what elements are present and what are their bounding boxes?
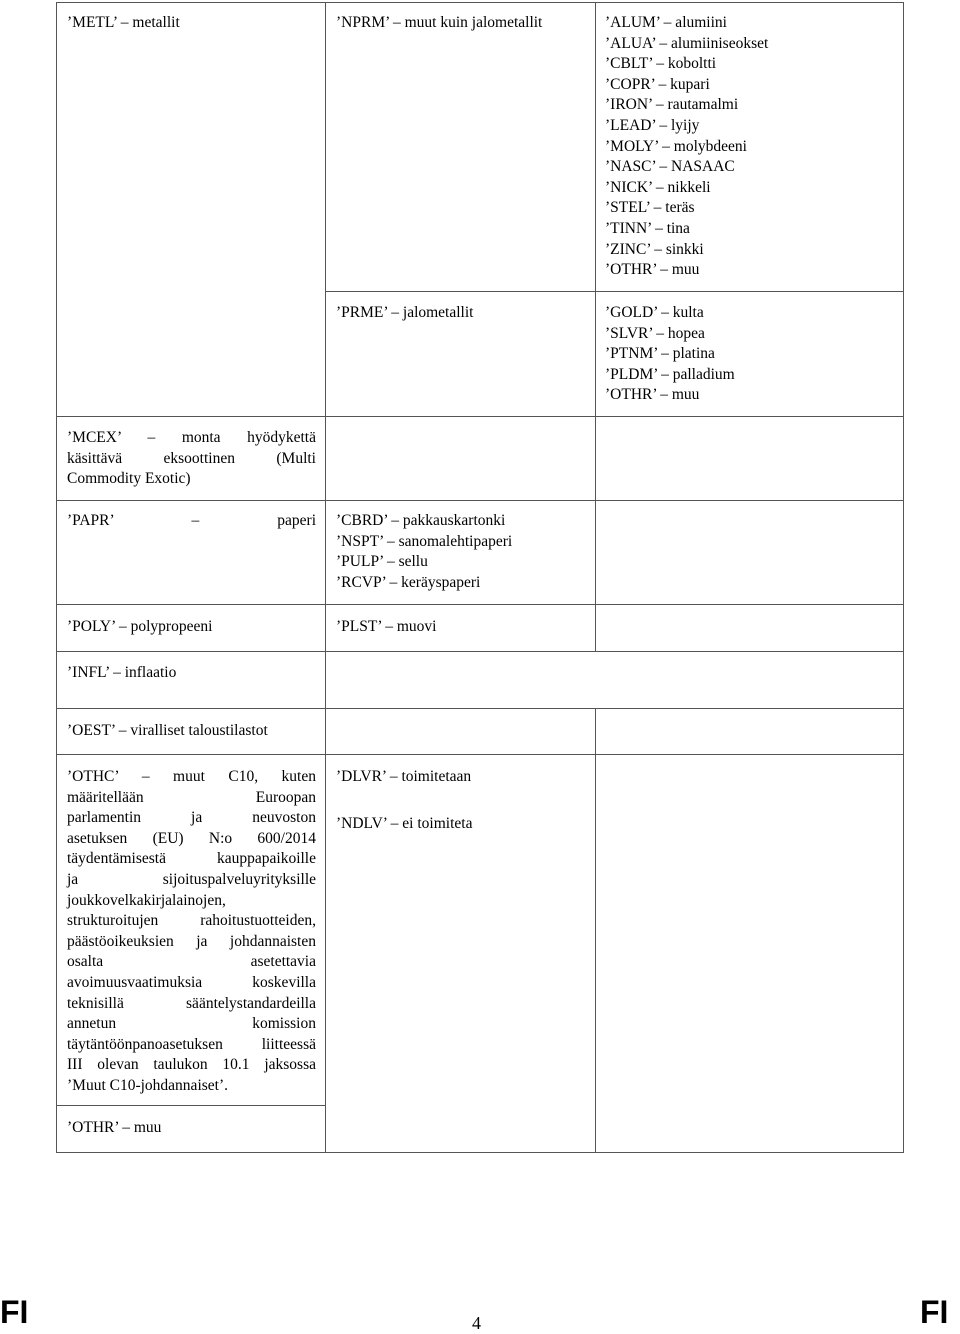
list-item: ’CBLT’ – koboltti <box>605 55 717 73</box>
table-border <box>56 2 904 3</box>
oest-text: ’OEST’ – viralliset taloustilastot <box>67 722 268 739</box>
list-item: ’ALUM’ – alumiini <box>605 14 727 31</box>
cell-papr-items <box>336 511 512 593</box>
cell-nprm-items <box>605 13 768 281</box>
list-item: ’NICK’ – nikkeli <box>605 178 711 196</box>
othc-line: ’OTHC’ – muut C10, kuten <box>67 768 316 785</box>
list-item: ’NASC’ – NASAAC <box>605 158 735 176</box>
list-item: ’PTNM’ – platina <box>605 345 715 363</box>
column-divider <box>595 2 596 652</box>
list-item: ’MOLY’ – molybdeeni <box>605 137 747 155</box>
othc-line: ja sijoituspalveluyrityksille <box>67 870 316 888</box>
list-item: ’LEAD’ – lyijy <box>605 116 700 134</box>
othc-line: täytäntöönpanoasetuksen liitteessä <box>67 1035 316 1053</box>
list-item: ’CBRD’ – pakkauskartonki <box>336 512 506 529</box>
list-item: ’ALUA’ – alumiiniseokset <box>605 34 769 52</box>
othc-line: osalta asetettavia <box>67 953 316 971</box>
list-item: ’PULP’ – sellu <box>336 553 428 571</box>
row-divider <box>56 754 904 755</box>
list-item: ’OTHR’ – muu <box>605 261 700 279</box>
papr-text: ’PAPR’ – paperi <box>67 512 316 529</box>
cell-delivery <box>336 767 472 834</box>
row-divider <box>56 1105 326 1106</box>
table-border <box>903 2 904 1153</box>
othr-text: ’OTHR’ – muu <box>67 1119 162 1136</box>
mcex-line: ’MCEX’ – monta hyödykettä <box>67 429 316 446</box>
spacer <box>336 788 472 814</box>
cell-metl <box>67 13 180 34</box>
cell-mcex <box>67 428 316 490</box>
mcex-line: Commodity Exotic) <box>67 470 191 488</box>
table-border <box>56 2 57 1153</box>
cell-papr <box>67 511 316 532</box>
page-number: 4 <box>472 1313 481 1333</box>
cell-othr <box>67 1118 161 1139</box>
footer-language-left: FI <box>0 1294 29 1330</box>
mcex-line: käsittävä eksoottinen (Multi <box>67 449 316 467</box>
prme-text: ’PRME’ – jalometallit <box>336 304 474 321</box>
othc-line: määritellään Euroopan <box>67 788 316 806</box>
list-item: ’RCVP’ – keräyspaperi <box>336 573 481 591</box>
list-item: ’NSPT’ – sanomalehtipaperi <box>336 532 513 550</box>
othc-line: strukturoitujen rahoitustuotteiden, <box>67 912 316 930</box>
infl-text: ’INFL’ – inflaatio <box>67 664 177 681</box>
othc-line: joukkovelkakirjalainojen, <box>67 891 226 909</box>
row-divider <box>56 604 904 605</box>
cell-nprm <box>336 13 542 34</box>
table-border <box>56 1152 904 1153</box>
list-item: ’OTHR’ – muu <box>605 386 700 404</box>
list-item: ’COPR’ – kupari <box>605 75 710 93</box>
row-divider <box>56 651 904 652</box>
row-divider <box>56 416 904 417</box>
column-divider <box>595 708 596 1153</box>
list-item: ’ZINC’ – sinkki <box>605 240 704 258</box>
list-item: ’PLDM’ – palladium <box>605 365 735 383</box>
cell-oest <box>67 721 268 742</box>
cell-prme-items <box>605 303 735 406</box>
metl-text: ’METL’ – metallit <box>67 14 180 31</box>
row-divider <box>56 500 904 501</box>
othc-line: III olevan taulukon 10.1 jaksossa <box>67 1056 316 1074</box>
othc-line: avoimuusvaatimuksia koskevilla <box>67 973 316 991</box>
othc-line: teknisillä sääntelystandardeilla <box>67 994 316 1012</box>
othc-line: annetun komission <box>67 1015 316 1033</box>
row-divider <box>325 291 904 292</box>
othc-line: parlamentin ja neuvoston <box>67 809 316 827</box>
ndlv-text: ’NDLV’ – ei toimiteta <box>336 814 473 832</box>
othc-line: ’Muut C10-johdannaiset’. <box>67 1076 229 1094</box>
dlvr-text: ’DLVR’ – toimitetaan <box>336 768 472 785</box>
cell-prme <box>336 303 473 324</box>
list-item: ’STEL’ – teräs <box>605 199 695 217</box>
list-item: ’SLVR’ – hopea <box>605 324 705 342</box>
list-item: ’GOLD’ – kulta <box>605 304 704 321</box>
cell-poly <box>67 617 212 638</box>
poly-text: ’POLY’ – polypropeeni <box>67 618 213 635</box>
cell-plst <box>336 617 436 638</box>
nprm-text: ’NPRM’ – muut kuin jalometallit <box>336 14 543 31</box>
list-item: ’TINN’ – tina <box>605 219 690 237</box>
row-divider <box>56 708 904 709</box>
plst-text: ’PLST’ – muovi <box>336 618 437 635</box>
column-divider <box>325 2 326 1153</box>
cell-othc <box>67 767 316 1097</box>
othc-line: täydentämisestä kauppapaikoille <box>67 850 316 868</box>
footer-language-right: FI <box>920 1294 949 1330</box>
cell-infl <box>67 663 176 684</box>
othc-line: päästöoikeuksien ja johdannaisten <box>67 932 316 950</box>
othc-line: asetuksen (EU) N:o 600/2014 <box>67 829 316 847</box>
list-item: ’IRON’ – rautamalmi <box>605 96 739 114</box>
